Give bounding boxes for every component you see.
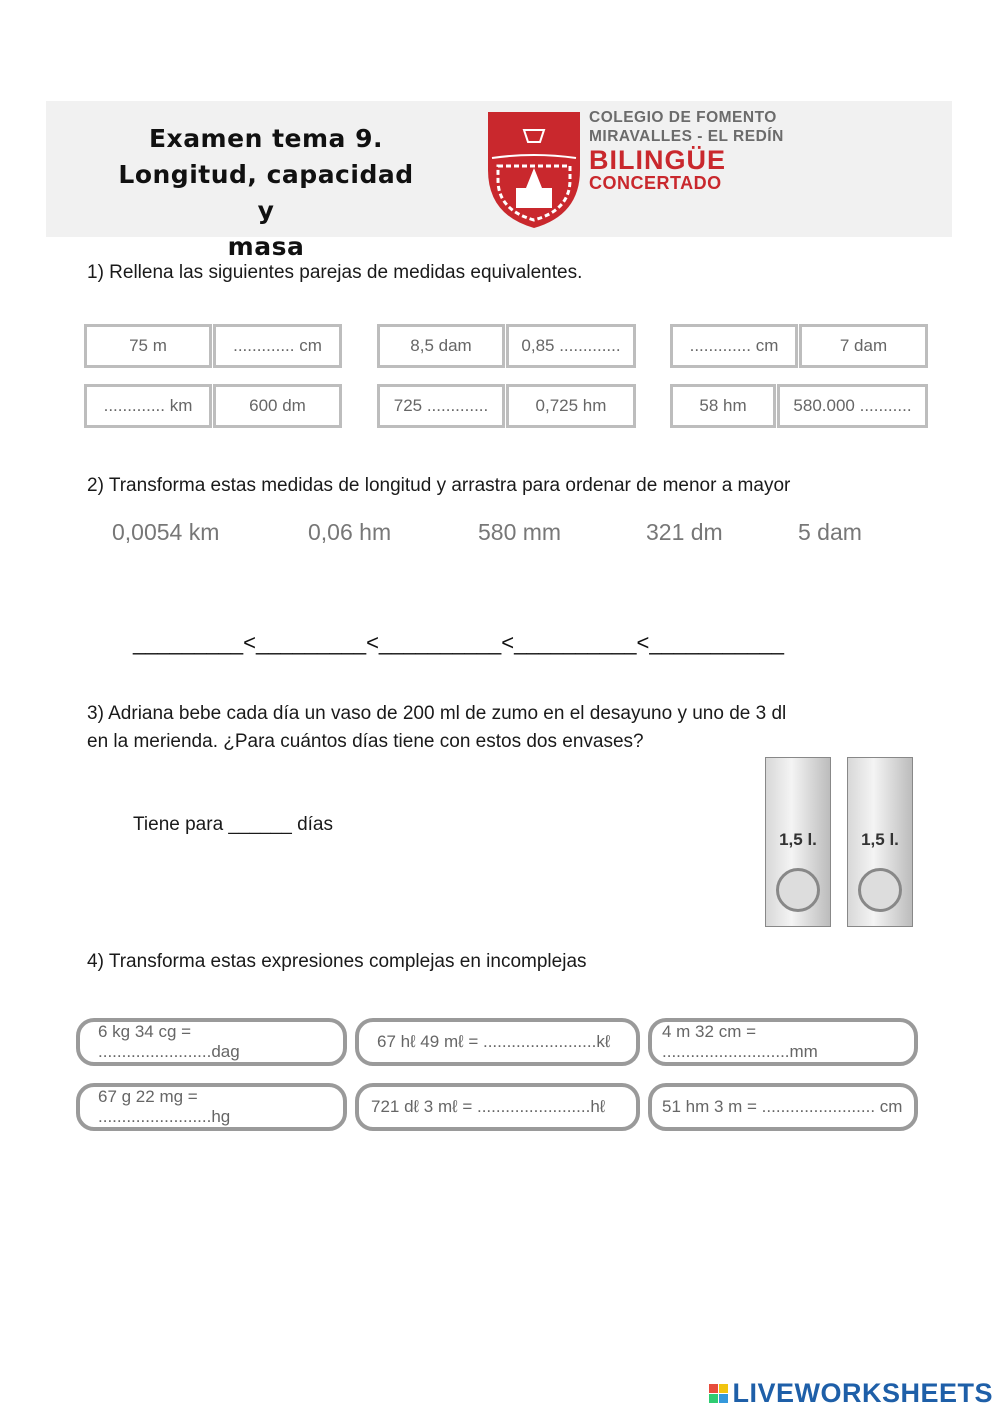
- puzzle-text: 58 hm: [699, 396, 747, 415]
- question-1-text: 1) Rellena las siguientes parejas de medidas equivalentes.: [87, 262, 583, 283]
- school-name: [589, 108, 784, 192]
- bilingue-label: BILINGÜE: [589, 145, 727, 175]
- puzzle-right[interactable]: [506, 324, 636, 368]
- draggable-measure[interactable]: 0,0054 km: [112, 519, 220, 545]
- question-3-line-2: en la merienda. ¿Para cuántos días tiene con estos dos envases?: [87, 731, 644, 752]
- school-shield-logo: [486, 110, 582, 230]
- expression-text: 67 g 22 mg = ........................hg: [98, 1087, 231, 1126]
- puzzle-text: 725 .............: [393, 396, 489, 415]
- header-banner: [46, 101, 952, 261]
- puzzle-text: 7 dam: [839, 336, 888, 355]
- puzzle-left[interactable]: [84, 384, 212, 428]
- question-2-text: 2) Transforma estas medidas de longitud y arrastra para ordenar de menor a mayor: [87, 475, 791, 496]
- puzzle-right[interactable]: [777, 384, 928, 428]
- expression-box[interactable]: [76, 1018, 347, 1066]
- puzzle-text: ............. cm: [233, 336, 322, 355]
- puzzle-left[interactable]: [84, 324, 212, 368]
- expression-text: 4 m 32 cm = ...........................mm: [662, 1022, 818, 1061]
- question-4-text: 4) Transforma estas expresiones complejas en incomplejas: [87, 951, 587, 972]
- liveworksheets-icon: [709, 1384, 728, 1403]
- expression-text: 67 hℓ 49 mℓ = ........................kℓ: [377, 1032, 611, 1051]
- question-3-answer[interactable]: Tiene para ______ días: [133, 814, 334, 835]
- puzzle-right[interactable]: [799, 324, 928, 368]
- question-3-line-1: 3) Adriana bebe cada día un vaso de 200 ml de zumo en el desayuno y uno de 3 dl: [87, 703, 787, 724]
- expression-text: 6 kg 34 cg = ........................dag: [98, 1022, 240, 1061]
- school-line: COLEGIO DE FOMENTO: [589, 109, 777, 126]
- puzzle-text: ............. km: [103, 396, 193, 415]
- expression-box[interactable]: [648, 1018, 918, 1066]
- juice-carton-image: [847, 757, 913, 927]
- puzzle-left[interactable]: [670, 324, 798, 368]
- puzzle-left[interactable]: [377, 384, 505, 428]
- draggable-measure[interactable]: 580 mm: [478, 519, 562, 545]
- draggable-measure[interactable]: 0,06 hm: [308, 519, 392, 545]
- puzzle-right[interactable]: [213, 384, 342, 428]
- draggable-measure[interactable]: 321 dm: [646, 519, 723, 545]
- puzzle-right[interactable]: [506, 384, 636, 428]
- puzzle-text: 0,725 hm: [535, 396, 607, 415]
- puzzle-text: 600 dm: [249, 396, 306, 415]
- expression-box[interactable]: [648, 1083, 918, 1131]
- expression-box[interactable]: [355, 1083, 640, 1131]
- school-line: MIRAVALLES - EL REDÍN: [589, 128, 784, 145]
- expression-text: 51 hm 3 m = ........................ cm: [662, 1097, 903, 1116]
- puzzle-text: 0,85 .............: [521, 336, 621, 355]
- draggable-measure[interactable]: 5 dam: [798, 519, 862, 545]
- puzzle-text: 580.000 ...........: [793, 396, 912, 415]
- puzzle-right[interactable]: [213, 324, 342, 368]
- title-line: masa: [227, 232, 305, 261]
- brand-text: LIVEWORKSHEETS: [732, 1378, 993, 1408]
- carton-label: 1,5 l.: [779, 830, 817, 849]
- title-line: Longitud, capacidad y: [118, 160, 414, 225]
- order-drop-line[interactable]: _________<_________<__________<__________<___________: [133, 630, 784, 655]
- expression-box[interactable]: [355, 1018, 640, 1066]
- liveworksheets-logo: [709, 1378, 993, 1409]
- puzzle-left[interactable]: [670, 384, 776, 428]
- puzzle-text: 8,5 dam: [410, 336, 472, 355]
- concertado-label: CONCERTADO: [589, 173, 722, 193]
- juice-carton-image: [765, 757, 831, 927]
- puzzle-left[interactable]: [377, 324, 505, 368]
- puzzle-text: ............. cm: [689, 336, 779, 355]
- expression-text: 721 dℓ 3 mℓ = ........................hℓ: [371, 1097, 606, 1116]
- expression-box[interactable]: [76, 1083, 347, 1131]
- puzzle-text: 75 m: [129, 336, 167, 355]
- exam-title: [116, 121, 416, 265]
- title-line: Examen tema 9.: [148, 124, 383, 153]
- carton-label: 1,5 l.: [861, 830, 899, 849]
